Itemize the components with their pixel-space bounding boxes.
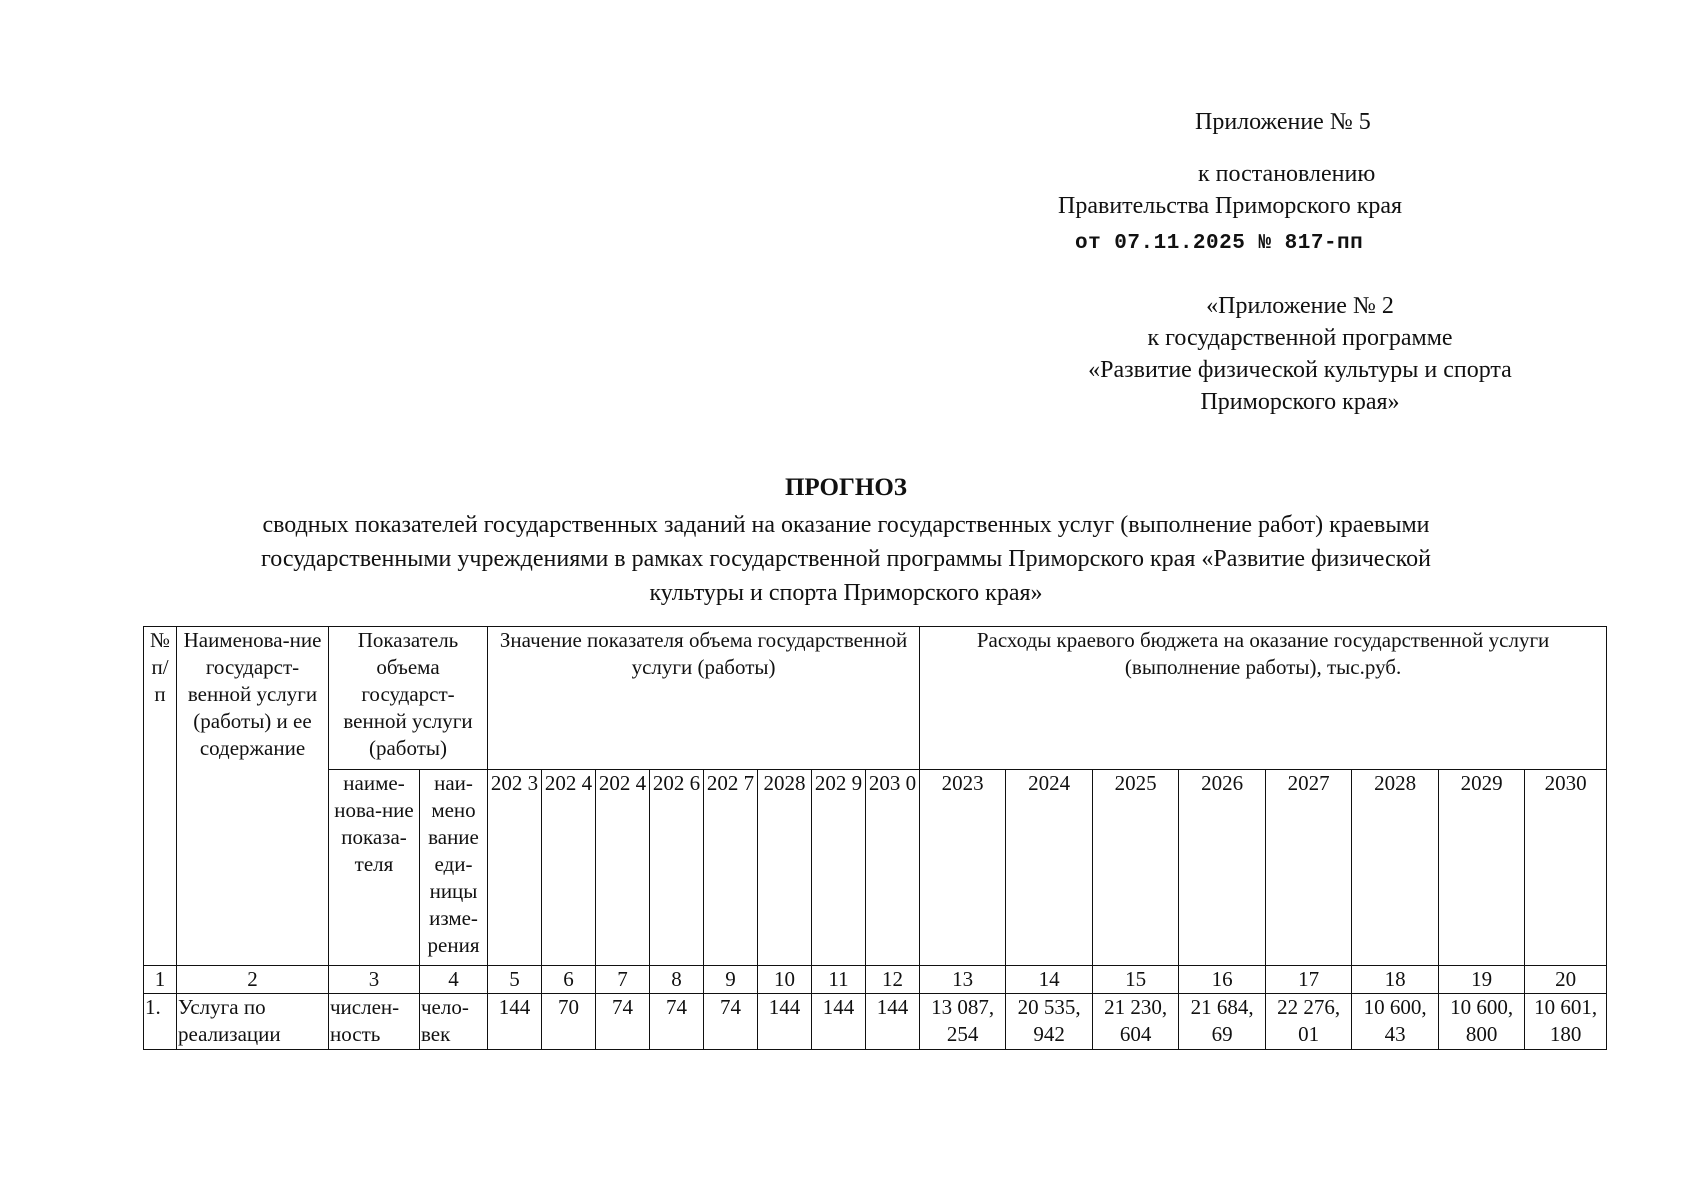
value-year: 202 6 (650, 770, 704, 966)
appendix-title: Приложение № 5 (1195, 109, 1371, 135)
header-budget-expenses: Расходы краевого бюджета на оказание государственной услуги (выполнение работы), тыс.руб. (920, 627, 1607, 770)
expense-year: 2027 (1266, 770, 1352, 966)
document-title: ПРОГНОЗ (784, 474, 907, 501)
expense-year: 2029 (1439, 770, 1525, 966)
expense-value: 21 230, 604 (1093, 994, 1179, 1050)
header-indicator-name: наиме-нова-ние показа-теля (329, 770, 420, 966)
indicator-value: 74 (650, 994, 704, 1050)
value-year: 202 9 (812, 770, 866, 966)
appendix2-line2: к государственной программе (1147, 325, 1453, 351)
column-number: 3 (329, 966, 420, 994)
subtitle-line3: культуры и спорта Приморского края» (649, 580, 1043, 606)
subtitle-line2: государственными учреждениями в рамках государственной программы Приморского края «Развитие физической (261, 546, 1431, 572)
appendix-line2: Правительства Приморского края (1058, 193, 1403, 219)
indicator-value: 144 (758, 994, 812, 1050)
header-indicator: Показатель объема государст-венной услуги (работы) (329, 627, 488, 770)
column-number: 13 (920, 966, 1006, 994)
expense-value: 21 684, 69 (1179, 994, 1266, 1050)
column-number: 17 (1266, 966, 1352, 994)
expense-value: 20 535, 942 (1006, 994, 1093, 1050)
expense-value: 10 600, 43 (1352, 994, 1439, 1050)
indicator-name: числен-ность (329, 994, 420, 1050)
header-service-name: Наименова-ние государст-венной услуги (работы) и ее содержание (177, 627, 329, 966)
column-number: 14 (1006, 966, 1093, 994)
column-number: 6 (542, 966, 596, 994)
column-number: 4 (420, 966, 488, 994)
column-number: 18 (1352, 966, 1439, 994)
column-number: 8 (650, 966, 704, 994)
header-number: № п/ п (144, 627, 177, 966)
row-number: 1. (144, 994, 177, 1050)
header-indicator-unit: наи-мено вание еди-ницы изме-рения (420, 770, 488, 966)
forecast-table (143, 626, 1607, 1050)
column-number: 2 (177, 966, 329, 994)
value-year: 202 3 (488, 770, 542, 966)
indicator-value: 74 (704, 994, 758, 1050)
column-number: 1 (144, 966, 177, 994)
expense-value: 13 087, 254 (920, 994, 1006, 1050)
column-number: 19 (1439, 966, 1525, 994)
expense-year: 2026 (1179, 770, 1266, 966)
indicator-value: 144 (488, 994, 542, 1050)
expense-year: 2025 (1093, 770, 1179, 966)
appendix-line1: к постановлению (1198, 161, 1376, 187)
expense-value: 22 276, 01 (1266, 994, 1352, 1050)
column-number: 15 (1093, 966, 1179, 994)
table-row (144, 994, 1607, 1050)
service-name: Услуга по реализации (177, 994, 329, 1050)
expense-year: 2023 (920, 770, 1006, 966)
appendix2-line1: «Приложение № 2 (1206, 293, 1394, 319)
column-number: 7 (596, 966, 650, 994)
column-number: 9 (704, 966, 758, 994)
appendix2-block (1020, 290, 1580, 418)
column-number: 20 (1525, 966, 1607, 994)
value-year: 202 4 (596, 770, 650, 966)
value-year: 202 4 (542, 770, 596, 966)
document-subtitle (150, 508, 1542, 610)
decree-number: от 07.11.2025 № 817-пп (1075, 232, 1364, 255)
subtitle-line1: сводных показателей государственных заданий на оказание государственных услуг (выполнение работ) краевыми (262, 512, 1430, 538)
expense-year: 2024 (1006, 770, 1093, 966)
expense-year: 2028 (1352, 770, 1439, 966)
column-number: 12 (866, 966, 920, 994)
value-year: 2028 (758, 770, 812, 966)
indicator-value: 74 (596, 994, 650, 1050)
header-indicator-value: Значение показателя объема государственной услуги (работы) (488, 627, 920, 770)
appendix2-line3: «Развитие физической культуры и спорта (1088, 357, 1512, 383)
value-year: 203 0 (866, 770, 920, 966)
expense-value: 10 600, 800 (1439, 994, 1525, 1050)
appendix2-line4: Приморского края» (1200, 389, 1400, 415)
indicator-value: 144 (812, 994, 866, 1050)
column-number: 11 (812, 966, 866, 994)
indicator-unit: чело-век (420, 994, 488, 1050)
value-year: 202 7 (704, 770, 758, 966)
column-number: 5 (488, 966, 542, 994)
indicator-value: 70 (542, 994, 596, 1050)
expense-year: 2030 (1525, 770, 1607, 966)
indicator-value: 144 (866, 994, 920, 1050)
expense-value: 10 601, 180 (1525, 994, 1607, 1050)
column-number: 10 (758, 966, 812, 994)
column-number: 16 (1179, 966, 1266, 994)
